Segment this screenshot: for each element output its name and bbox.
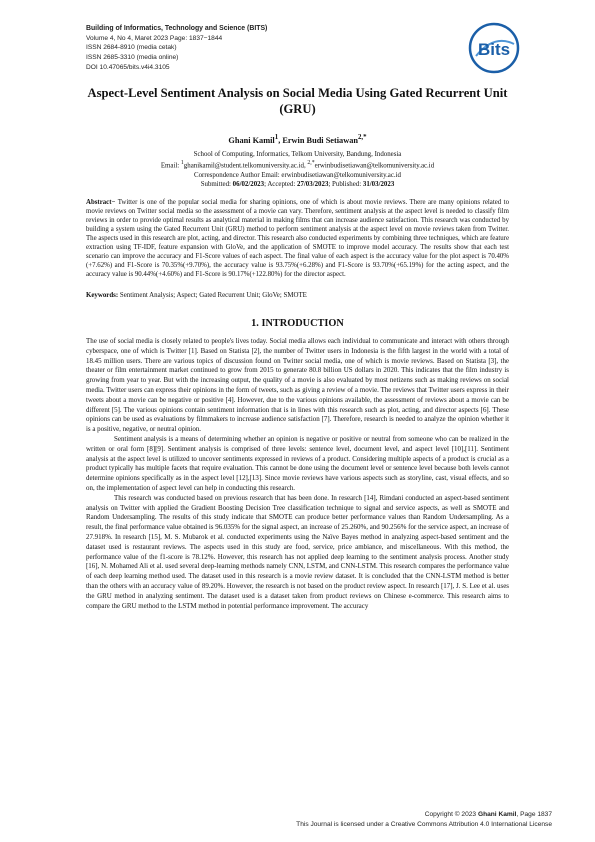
keywords (86, 292, 509, 299)
keywords-text: Sentiment Analysis; Aspect; Gated Recurrent Unit; GloVe; SMOTE (118, 292, 307, 299)
issn-print: ISSN 2684-8910 (media cetak) (86, 44, 177, 52)
institution: School of Computing, Informatics, Telkom University, Bandung, Indonesia (193, 151, 402, 158)
journal-name: Building of Informatics, Technology and Science (BITS) (86, 25, 268, 32)
page-footer (200, 810, 552, 830)
paragraph: The use of social media is closely related to people's lives today. Social media allows each individual to communicate and interact with others through cyberspace, one of which is Twitter [1]. Based on Statista [2], the number of Twitter users in Indonesia is the fifth largest in the world with a total of 18.45 million users. There are various topics of discussion found on Twitter social media, one of which is movie reviews. Based on Statista [3], the theater or film entertainment market continued to grow from 2015 to generate 80.8 billion US dollars in 2020. This indicates that the film industry is growing from year to year. But with the increasing output, the quality of a movie is also evaluated by most netizens such as making reviews on social media. Twitter users can express their opinions in the form of tweets, such as giving a review of a movie. The reviews that Twitter users express in their tweets about a movie can be negative or positive [4]. However, due to the various opinions available, the assessment of reviews about a movie can be different [5]. The various opinions contain sentiment information that is in lines with this research such as plot, acting, and director aspects [6]. These opinions can be used as evaluations by filmmakers to increase audience satisfaction [7]. Therefore, research is needed to analyze the opinion whether it is a positive, negative, or neutral opinion. (86, 337, 509, 434)
author-name: Erwin Budi Setiawan (282, 135, 358, 145)
correspondence-line: Correspondence Author Email: erwinbudisetiawan@telkomuniversity.ac.id (193, 171, 401, 179)
abstract-text: Twitter is one of the popular social media for sharing opinions, one of which is about movie reviews. There are many opinions related to movie reviews on Twitter social media so the assessment of a movie can vary. Therefore, sentiment analysis at the aspect level is needed to classify film reviews in order to provide optimal results as analytical material in making films that can increase audience satisfaction. This research was conducted by building a system using the Gated Recurrent Unit (GRU) method to perform sentiment analysis at the aspect level on movie reviews taken from Twitter. The aspects used in this research are plot, acting, and director. This research also conducted experiments by combining three techniques, which are feature extraction using TF-IDF, feature expansion with GloVe, and the application of SMOTE to improve model accuracy. The results show that each test scenario can improve the accuracy and F1-Score values of each aspect. The final value of each aspect is the accuracy value for the plot aspect is 70.40%(+7.62%) and F1-Score is 70.35%(+9.70%), the accuracy value is 93.75%(+6.28%) and F1-Score is 93.70%(+65.19%) for the acting aspect, and the accuracy value is 90.44%(+4.60%) and F1-Score is 90.17%(+122.80%) for the director aspect. (86, 199, 509, 278)
bits-logo-icon (468, 22, 520, 74)
abstract (86, 199, 509, 280)
paper-title: Aspect-Level Sentiment Analysis on Social Media Using Gated Recurrent Unit (GRU) (87, 86, 508, 116)
logo-text: Bits (477, 40, 511, 59)
dates-line: Submitted: 06/02/2023; Accepted: 27/03/2023; Published: 31/03/2023 (200, 180, 395, 188)
doi-line: DOI 10.47065/bits.v4i4.3105 (86, 63, 170, 71)
author-name: Ghani Kamil (228, 135, 275, 145)
license-line: This Journal is licensed under a Creative Commons Attribution 4.0 International License (296, 821, 552, 828)
author-superscript: 2,* (357, 134, 367, 141)
issn-online: ISSN 2685-3310 (media online) (86, 54, 179, 62)
journal-header (86, 24, 486, 73)
paragraph: This research was conducted based on previous research that has been done. In research [14], Rimdani conducted an aspect-based sentiment analysis on Twitter with applied the Gradient Boosting Decision Tree classification technique to signal and service aspects, as well as SMOTE and Random Undersampling. The results of this study indicate that SMOTE can produce better performance values than Random Undersampling. As a result, the final performance value obtained is 96.035% for the signal aspect, an increase of 25.260%, and 90.256% for the service aspect, an increase of 27.918%. In research [15], M. S. Mubarok et al. conducted experiments using the Naïve Bayes method in analyzing aspect-based sentiment and the dataset used is restaurant reviews. The aspects used in this study are food, service, price ambiance, and miscellaneous. With this method, the performance value of the f1-score is 78.12%. However, this research has not applied deep learning to the sentiment analysis process. Another study [16], N. Mohamed Ali et al. used several deep-learning methods namely CNN, LSTM, and CNN-LSTM. This research compares the performance value of each deep learning method used. The dataset used in this research is a movie review dataset. It is concluded that the CNN-LSTM method is better than the others with an accuracy value of 89.20%. However, the research is not based on the product review aspect. In research [17], J. S. Lee et al. uses the GRU method in analyzing sentiment. The dataset used is a dataset taken from product reviews on Chinese e-commerce. This research aims to compare the GRU method to the LSTM method in potential performance improvement. The accuracy (86, 493, 509, 610)
copyright-line: Copyright © 2023 Ghani Kamil, Page 1837 (424, 811, 552, 818)
volume-line: Volume 4, No 4, Maret 2023 Page: 1837−1844 (86, 34, 223, 42)
body-text (86, 337, 509, 611)
author-line: Ghani Kamil$^1$, Erwin Budi Setiawan$^{2,*}$ (228, 134, 367, 145)
section-heading: 1. INTRODUCTION (251, 318, 344, 329)
email-line: Email: $^1$ghanikamil@student.telkomuniversity.ac.id, $^{2,*}$erwinbudisetiawan@telkomuniversity.ac.id (160, 160, 435, 170)
affiliation-block (70, 150, 525, 189)
author-superscript: 1 (274, 134, 279, 141)
keywords-label: Keywords: (86, 292, 119, 299)
paragraph: Sentiment analysis is a means of determining whether an opinion is negative or positive or neutral from someone who can be realized in the written or oral form [8][9]. Sentiment analysis is comprised of three levels: sentence level, document level, and aspect level [10],[11]. Sentiment analysis at the aspect level is utilized to uncover sentiments expressed in reviews of a product. Considering multiple aspects of a product is crucial as a product typically has multiple facets that require evaluation. This cannot be done using the document level or sentence level because both levels cannot determine opinions specifically as in the aspect level [12],[13]. Since movie reviews have various aspects such as storyline, cast, visual effects, and so on, the implementation of aspect level can help in conducting this research. (86, 434, 509, 492)
abstract-label: Abstract− (86, 199, 116, 206)
